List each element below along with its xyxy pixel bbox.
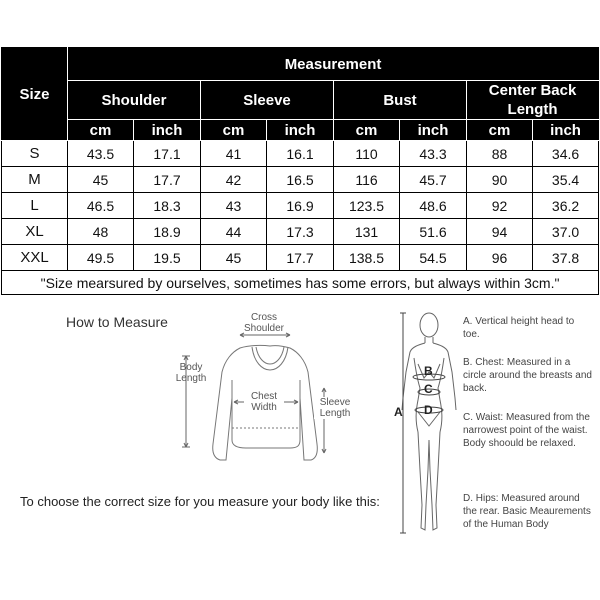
value-cell: 123.5 bbox=[334, 193, 400, 219]
value-cell: 34.6 bbox=[533, 141, 599, 167]
body-length-label: Body Length bbox=[175, 362, 207, 384]
unit-header: inch bbox=[400, 120, 467, 141]
value-cell: 45.7 bbox=[400, 167, 467, 193]
column-header-bust: Bust bbox=[334, 81, 467, 120]
value-cell: 36.2 bbox=[533, 193, 599, 219]
value-cell: 41 bbox=[201, 141, 267, 167]
unit-header: inch bbox=[267, 120, 334, 141]
unit-header: inch bbox=[134, 120, 201, 141]
size-cell: XXL bbox=[2, 245, 68, 271]
unit-header: cm bbox=[467, 120, 533, 141]
value-cell: 16.9 bbox=[267, 193, 334, 219]
value-cell: 45 bbox=[68, 167, 134, 193]
body-letter-a: A bbox=[394, 405, 403, 419]
value-cell: 54.5 bbox=[400, 245, 467, 271]
unit-header: cm bbox=[201, 120, 267, 141]
value-cell: 17.3 bbox=[267, 219, 334, 245]
value-cell: 48.6 bbox=[400, 193, 467, 219]
value-cell: 96 bbox=[467, 245, 533, 271]
value-cell: 43.5 bbox=[68, 141, 134, 167]
value-cell: 17.7 bbox=[267, 245, 334, 271]
chest-width-label: Chest Width bbox=[244, 391, 284, 413]
value-cell: 19.5 bbox=[134, 245, 201, 271]
value-cell: 37.0 bbox=[533, 219, 599, 245]
column-header-center-back-length: Center Back Length bbox=[467, 81, 599, 120]
value-cell: 17.7 bbox=[134, 167, 201, 193]
value-cell: 16.1 bbox=[267, 141, 334, 167]
human-body-figure bbox=[400, 313, 456, 533]
sleeve-length-label: Sleeve Length bbox=[314, 397, 356, 419]
value-cell: 92 bbox=[467, 193, 533, 219]
size-cell: XL bbox=[2, 219, 68, 245]
column-header-sleeve: Sleeve bbox=[201, 81, 334, 120]
value-cell: 42 bbox=[201, 167, 267, 193]
measurement-note: "Size mearsured by ourselves, sometimes has some errors, but always within 3cm." bbox=[2, 271, 599, 295]
value-cell: 16.5 bbox=[267, 167, 334, 193]
value-cell: 45 bbox=[201, 245, 267, 271]
value-cell: 90 bbox=[467, 167, 533, 193]
value-cell: 88 bbox=[467, 141, 533, 167]
value-cell: 51.6 bbox=[400, 219, 467, 245]
unit-header: inch bbox=[533, 120, 599, 141]
unit-header: cm bbox=[334, 120, 400, 141]
value-cell: 48 bbox=[68, 219, 134, 245]
hint-b: B. Chest: Measured in a circle around the breasts and back. bbox=[463, 357, 592, 394]
value-cell: 17.1 bbox=[134, 141, 201, 167]
value-cell: 18.3 bbox=[134, 193, 201, 219]
value-cell: 43 bbox=[201, 193, 267, 219]
hint-d: D. Hips: Measured around the rear. Basic Meaurements of the Human Body bbox=[463, 493, 591, 530]
value-cell: 35.4 bbox=[533, 167, 599, 193]
value-cell: 138.5 bbox=[334, 245, 400, 271]
column-header-shoulder: Shoulder bbox=[68, 81, 201, 120]
body-letter-d: D bbox=[424, 403, 433, 417]
size-cell: M bbox=[2, 167, 68, 193]
value-cell: 49.5 bbox=[68, 245, 134, 271]
choose-size-instructions: To choose the correct size for you measure your body like this: bbox=[20, 494, 380, 509]
value-cell: 46.5 bbox=[68, 193, 134, 219]
body-letter-b: B bbox=[424, 364, 433, 378]
cross-shoulder-label: Cross Shoulder bbox=[243, 312, 285, 334]
size-cell: S bbox=[2, 141, 68, 167]
size-header: Size bbox=[2, 48, 68, 141]
value-cell: 18.9 bbox=[134, 219, 201, 245]
value-cell: 37.8 bbox=[533, 245, 599, 271]
hint-c: C. Waist: Measured from the narrowest point of the waist. Body shoould be relaxed. bbox=[463, 412, 590, 449]
unit-header: cm bbox=[68, 120, 134, 141]
body-letter-c: C bbox=[424, 382, 433, 396]
how-to-measure-title: How to Measure bbox=[66, 314, 168, 330]
value-cell: 110 bbox=[334, 141, 400, 167]
value-cell: 116 bbox=[334, 167, 400, 193]
value-cell: 44 bbox=[201, 219, 267, 245]
size-cell: L bbox=[2, 193, 68, 219]
value-cell: 43.3 bbox=[400, 141, 467, 167]
hint-a: A. Vertical height head to toe. bbox=[463, 316, 575, 340]
value-cell: 94 bbox=[467, 219, 533, 245]
measurement-header: Measurement bbox=[68, 48, 599, 81]
value-cell: 131 bbox=[334, 219, 400, 245]
